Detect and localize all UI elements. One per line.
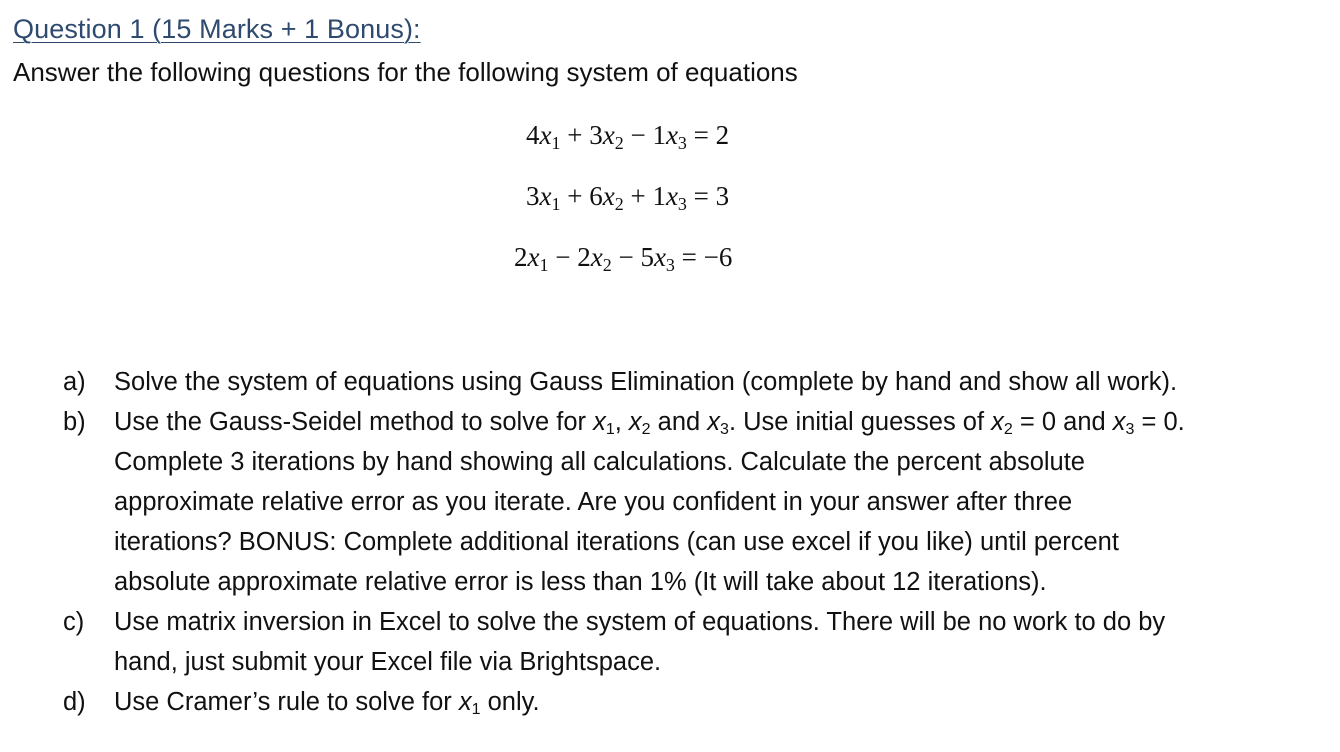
eq2-op2: +: [623, 181, 653, 211]
eq2-coef-x2: 6: [589, 181, 603, 211]
part-c-line-2: hand, just submit your Excel file via Brightspace.: [114, 648, 662, 676]
eq3-sub1: 1: [539, 255, 549, 275]
part-b-eq1: = 0 and: [1012, 408, 1113, 436]
part-d-text: [114, 682, 1303, 722]
part-b-var: x: [628, 408, 642, 436]
eq2-var: x: [665, 181, 678, 211]
eq1-sub3: 3: [677, 133, 687, 153]
part-b-line-1: [114, 402, 1303, 442]
part-d-post: only.: [480, 688, 540, 716]
eq1-equals: =: [686, 120, 716, 150]
question-heading: Question 1 (15 Marks + 1 Bonus):: [13, 14, 421, 44]
eq1-var: x: [665, 120, 678, 150]
eq3-var: x: [653, 242, 666, 272]
eq1-var: x: [602, 120, 615, 150]
eq1-op1: +: [560, 120, 590, 150]
equation-3: [514, 242, 732, 273]
part-b-var: x: [593, 408, 606, 436]
question-intro: Answer the following questions for the following system of equations: [13, 57, 798, 87]
part-b-var: x: [1112, 408, 1126, 436]
eq2-sub3: 3: [677, 194, 687, 214]
eq3-var: x: [590, 242, 603, 272]
eq3-coef-x2: 2: [577, 242, 591, 272]
part-b-mid: . Use initial guesses of: [728, 408, 992, 436]
eq3-op1: −: [548, 242, 578, 272]
part-b-line-2: Complete 3 iterations by hand showing all calculations. Calculate the percent absolute: [114, 448, 1085, 476]
eq2-var: x: [602, 181, 615, 211]
part-a-line: Solve the system of equations using Gauss Elimination (complete by hand and show all work).: [114, 368, 1178, 396]
eq3-rhs: −6: [703, 242, 733, 272]
part-d-sub1: 1: [471, 701, 481, 718]
eq2-coef-x3: 1: [652, 181, 666, 211]
part-b-sep1: ,: [614, 408, 629, 436]
part-a-text: [114, 362, 1303, 402]
part-b-text: [114, 402, 1303, 602]
part-a: [63, 362, 1303, 402]
part-b-letter: b): [63, 408, 86, 436]
eq1-rhs: 2: [715, 120, 730, 150]
eq2-var: x: [539, 181, 552, 211]
part-b-pre: Use the Gauss-Seidel method to solve for: [114, 408, 594, 436]
eq3-sub3: 3: [665, 255, 675, 275]
eq3-equals: =: [674, 242, 704, 272]
eq1-var: x: [539, 120, 552, 150]
part-c: [63, 602, 1303, 682]
eq2-op1: +: [560, 181, 590, 211]
eq2-sub2: 2: [614, 194, 624, 214]
eq2-equals: =: [686, 181, 716, 211]
part-d-line: [114, 682, 1303, 722]
eq2-rhs: 3: [715, 181, 730, 211]
part-b-line-5: absolute approximate relative error is less than 1% (It will take about 12 iterations).: [114, 568, 1047, 596]
part-b-sep2: and: [650, 408, 708, 436]
part-a-letter: a): [63, 368, 86, 396]
eq1-op2: −: [623, 120, 653, 150]
eq3-sub2: 2: [602, 255, 612, 275]
part-b-sub3: 3: [720, 421, 729, 438]
eq1-sub1: 1: [551, 133, 561, 153]
eq1-coef-x3: 1: [652, 120, 666, 150]
part-b-sub1: 1: [605, 421, 615, 438]
eq1-sub2: 2: [614, 133, 624, 153]
eq3-coef-x1: 2: [514, 242, 528, 272]
eq3-var: x: [527, 242, 540, 272]
part-c-line-1: Use matrix inversion in Excel to solve the system of equations. There will be no work to do by: [114, 608, 1166, 636]
eq2-sub1: 1: [551, 194, 561, 214]
eq1-coef-x1: 4: [526, 120, 540, 150]
part-d-letter: d): [63, 688, 86, 716]
part-c-text: [114, 602, 1303, 682]
eq1-coef-x2: 3: [589, 120, 603, 150]
part-b-var: x: [991, 408, 1004, 436]
eq3-op2: −: [611, 242, 641, 272]
question-parts-list: [63, 362, 1303, 722]
part-b-line-4: iterations? BONUS: Complete additional iterations (can use excel if you like) until percent: [114, 528, 1119, 556]
eq2-coef-x1: 3: [526, 181, 540, 211]
part-d: [63, 682, 1303, 722]
part-b-guess-sub3: 3: [1125, 421, 1135, 438]
part-b-guess-sub2: 2: [1003, 421, 1013, 438]
part-d-pre: Use Cramer’s rule to solve for: [114, 688, 459, 716]
part-d-var: x: [458, 688, 472, 716]
part-b-var: x: [707, 408, 721, 436]
equation-1: [526, 120, 729, 151]
part-b-line-3: approximate relative error as you iterate. Are you confident in your answer after three: [114, 488, 1073, 516]
part-c-letter: c): [63, 608, 85, 636]
equation-2: [526, 181, 729, 212]
part-b-sub2: 2: [641, 421, 651, 438]
eq3-coef-x3: 5: [640, 242, 654, 272]
part-b-eq2: = 0.: [1134, 408, 1185, 436]
part-b: [63, 402, 1303, 602]
